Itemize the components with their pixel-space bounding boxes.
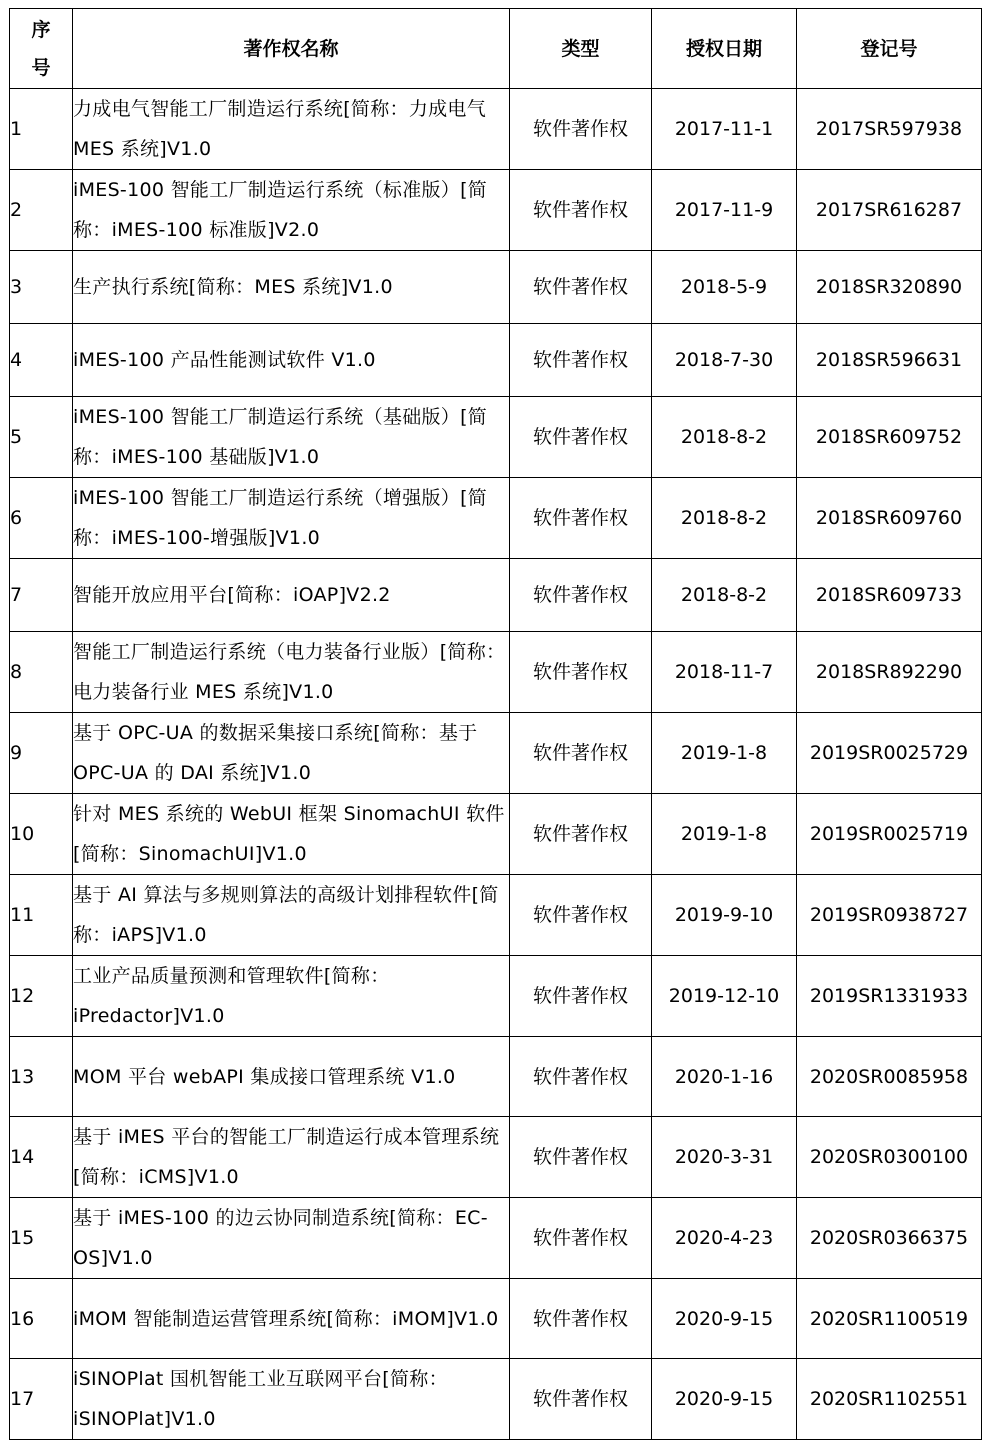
row-date: 2020-9-15 [652, 1279, 797, 1359]
row-reg-no: 2018SR609760 [797, 478, 982, 559]
row-date: 2018-5-9 [652, 251, 797, 324]
table-row [10, 1279, 982, 1359]
table-row [10, 1359, 982, 1440]
row-reg-no: 2019SR0025719 [797, 794, 982, 875]
row-index: 4 [10, 324, 73, 397]
row-type: 软件著作权 [510, 324, 652, 397]
row-index: 6 [10, 478, 73, 559]
row-index: 8 [10, 632, 73, 713]
header-date: 授权日期 [652, 9, 797, 89]
row-type: 软件著作权 [510, 89, 652, 170]
row-reg-no: 2017SR616287 [797, 170, 982, 251]
row-name: iMES-100 智能工厂制造运行系统（标准版）[简称：iMES-100 标准版]V2.0 [73, 170, 510, 251]
row-index: 7 [10, 559, 73, 632]
row-date: 2020-3-31 [652, 1117, 797, 1198]
row-index: 17 [10, 1359, 73, 1440]
row-type: 软件著作权 [510, 794, 652, 875]
row-date: 2020-9-15 [652, 1359, 797, 1440]
row-name: MOM 平台 webAPI 集成接口管理系统 V1.0 [73, 1037, 510, 1117]
row-index: 10 [10, 794, 73, 875]
header-name: 著作权名称 [73, 9, 510, 89]
row-date: 2020-1-16 [652, 1037, 797, 1117]
row-reg-no: 2019SR0025729 [797, 713, 982, 794]
row-name: 智能工厂制造运行系统（电力装备行业版）[简称：电力装备行业 MES 系统]V1.0 [73, 632, 510, 713]
row-date: 2017-11-1 [652, 89, 797, 170]
row-index: 9 [10, 713, 73, 794]
row-type: 软件著作权 [510, 170, 652, 251]
row-reg-no: 2019SR1331933 [797, 956, 982, 1037]
row-date: 2020-4-23 [652, 1198, 797, 1279]
row-reg-no: 2018SR596631 [797, 324, 982, 397]
table-row [10, 875, 982, 956]
table-row [10, 251, 982, 324]
row-index: 12 [10, 956, 73, 1037]
row-date: 2018-8-2 [652, 478, 797, 559]
row-name: 基于 AI 算法与多规则算法的高级计划排程软件[简称：iAPS]V1.0 [73, 875, 510, 956]
row-reg-no: 2020SR0085958 [797, 1037, 982, 1117]
row-index: 14 [10, 1117, 73, 1198]
row-name: 基于 iMES 平台的智能工厂制造运行成本管理系统[简称：iCMS]V1.0 [73, 1117, 510, 1198]
row-reg-no: 2020SR1102551 [797, 1359, 982, 1440]
row-index: 15 [10, 1198, 73, 1279]
row-type: 软件著作权 [510, 559, 652, 632]
row-name: 基于 iMES-100 的边云协同制造系统[简称：EC-OS]V1.0 [73, 1198, 510, 1279]
row-name: 基于 OPC-UA 的数据采集接口系统[简称：基于 OPC-UA 的 DAI 系统]V1.0 [73, 713, 510, 794]
row-reg-no: 2020SR0366375 [797, 1198, 982, 1279]
row-name: iMES-100 产品性能测试软件 V1.0 [73, 324, 510, 397]
table-row [10, 478, 982, 559]
table-row [10, 632, 982, 713]
row-date: 2019-12-10 [652, 956, 797, 1037]
row-type: 软件著作权 [510, 1359, 652, 1440]
row-name: 工业产品质量预测和管理软件[简称：iPredactor]V1.0 [73, 956, 510, 1037]
row-type: 软件著作权 [510, 1037, 652, 1117]
header-reg-no: 登记号 [797, 9, 982, 89]
row-name: 力成电气智能工厂制造运行系统[简称：力成电气 MES 系统]V1.0 [73, 89, 510, 170]
row-date: 2019-1-8 [652, 794, 797, 875]
row-date: 2017-11-9 [652, 170, 797, 251]
header-row [10, 9, 982, 89]
row-reg-no: 2019SR0938727 [797, 875, 982, 956]
table-row [10, 1037, 982, 1117]
row-name: iMES-100 智能工厂制造运行系统（增强版）[简称：iMES-100-增强版]V1.0 [73, 478, 510, 559]
row-type: 软件著作权 [510, 1279, 652, 1359]
row-date: 2018-7-30 [652, 324, 797, 397]
row-index: 1 [10, 89, 73, 170]
table-row [10, 89, 982, 170]
header-type: 类型 [510, 9, 652, 89]
row-type: 软件著作权 [510, 478, 652, 559]
row-reg-no: 2020SR0300100 [797, 1117, 982, 1198]
row-index: 16 [10, 1279, 73, 1359]
row-type: 软件著作权 [510, 875, 652, 956]
row-reg-no: 2020SR1100519 [797, 1279, 982, 1359]
row-index: 13 [10, 1037, 73, 1117]
row-date: 2019-9-10 [652, 875, 797, 956]
row-name: iMOM 智能制造运营管理系统[简称：iMOM]V1.0 [73, 1279, 510, 1359]
table-row [10, 713, 982, 794]
row-reg-no: 2018SR609733 [797, 559, 982, 632]
row-name: 生产执行系统[简称：MES 系统]V1.0 [73, 251, 510, 324]
row-date: 2018-8-2 [652, 397, 797, 478]
row-index: 3 [10, 251, 73, 324]
row-type: 软件著作权 [510, 1117, 652, 1198]
row-type: 软件著作权 [510, 713, 652, 794]
row-name: 智能开放应用平台[简称：iOAP]V2.2 [73, 559, 510, 632]
row-date: 2018-11-7 [652, 632, 797, 713]
row-type: 软件著作权 [510, 397, 652, 478]
row-index: 2 [10, 170, 73, 251]
table-row [10, 794, 982, 875]
copyright-table [9, 8, 982, 1440]
row-reg-no: 2018SR609752 [797, 397, 982, 478]
row-type: 软件著作权 [510, 956, 652, 1037]
header-index: 序 号 [10, 9, 73, 89]
row-reg-no: 2018SR892290 [797, 632, 982, 713]
row-index: 5 [10, 397, 73, 478]
table-row [10, 170, 982, 251]
row-date: 2018-8-2 [652, 559, 797, 632]
table-row [10, 1198, 982, 1279]
row-name: iSINOPlat 国机智能工业互联网平台[简称：iSINOPlat]V1.0 [73, 1359, 510, 1440]
row-type: 软件著作权 [510, 1198, 652, 1279]
row-reg-no: 2017SR597938 [797, 89, 982, 170]
table-row [10, 1117, 982, 1198]
table-row [10, 397, 982, 478]
table-row [10, 559, 982, 632]
table-row [10, 956, 982, 1037]
row-reg-no: 2018SR320890 [797, 251, 982, 324]
table-row [10, 324, 982, 397]
row-index: 11 [10, 875, 73, 956]
row-date: 2019-1-8 [652, 713, 797, 794]
row-name: 针对 MES 系统的 WebUI 框架 SinomachUI 软件[简称：SinomachUI]V1.0 [73, 794, 510, 875]
row-name: iMES-100 智能工厂制造运行系统（基础版）[简称：iMES-100 基础版]V1.0 [73, 397, 510, 478]
row-type: 软件著作权 [510, 632, 652, 713]
row-type: 软件著作权 [510, 251, 652, 324]
